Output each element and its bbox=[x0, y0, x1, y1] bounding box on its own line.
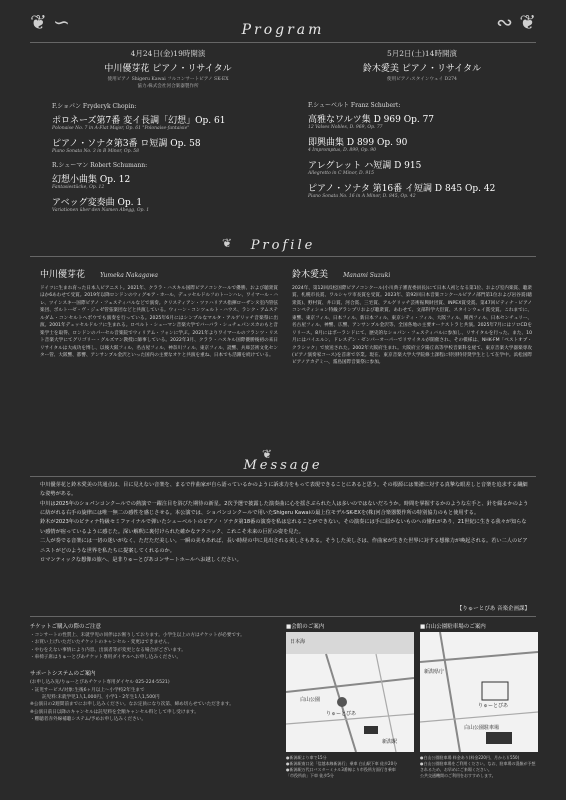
piece-title: ピアノ・ソナタ 第16番 イ短調 D 845 Op. 42 bbox=[308, 183, 496, 194]
parking-map-caption bbox=[420, 755, 538, 779]
profile-name: 中川優芽花 bbox=[40, 270, 86, 280]
piece-subtitle: Piano Sonata No. 16 in A Minor, D. 845, Op. 42 bbox=[308, 193, 416, 199]
profile-name: 鈴木愛美 bbox=[292, 270, 329, 280]
piece-item bbox=[52, 113, 284, 131]
right-date: 5月2日(土)14時開演 bbox=[387, 49, 457, 58]
composer-label: F.ショパン Fryderyk Chopin: bbox=[52, 102, 137, 110]
piece-subtitle: Allegretto in C Minor, D. 915 bbox=[308, 170, 374, 176]
caption-line: ●白山公園駐車場 料金あり(料金220円、月から￥550) bbox=[420, 755, 520, 760]
ticket-line: ・やむをえない事情により内容、出演者等が変更となる場合がございます。 bbox=[30, 647, 186, 653]
left-title: 中川優芽花 ピアノ・リサイタル bbox=[104, 64, 232, 74]
map-label: 白山公園 bbox=[300, 697, 321, 703]
divider bbox=[30, 256, 536, 257]
piece-title: アレグレット ハ短調 D 915 bbox=[308, 160, 422, 171]
profile-name-en: Manami Suzuki bbox=[343, 272, 391, 279]
piece-item bbox=[308, 158, 536, 176]
piece-title: 幻想小曲集 Op. 12 bbox=[52, 174, 131, 185]
piece-subtitle: Fantasiestücke, Op. 12 bbox=[52, 184, 105, 190]
ticket-info-title: チケットご購入の際のご注意 bbox=[30, 624, 102, 630]
profile-heading: Profile bbox=[250, 238, 316, 253]
support-line: ・託児サービス/対象:生後6ヶ月以上～小学校2年生まで bbox=[30, 687, 145, 693]
ticket-line: ・車椅子席はりゅーとぴあチケット専用ダイヤルへお申し込みください。 bbox=[30, 655, 182, 661]
right-title: 鈴木愛美 ピアノ・リサイタル bbox=[362, 64, 482, 74]
support-line: ※公演日前日以降のキャンセルは託児料を全額キャンセル料として申し受けます。 bbox=[30, 709, 199, 715]
profile-name-row bbox=[292, 262, 532, 281]
piece-title: ポロネーズ第7番 変イ長調「幻想」Op. 61 bbox=[52, 115, 226, 126]
signature: 【りゅーとぴあ 音楽企画課】 bbox=[456, 606, 530, 612]
piece-subtitle: 4 Impromptus, D. 899, Op. 90 bbox=[308, 147, 377, 153]
caption-line: ●新潟駅万代口バスターミナル3番線より市役所方面行き乗車 bbox=[286, 767, 396, 772]
venue-map-title: ■会館のご案内 bbox=[286, 624, 325, 630]
caption-line: 公共交通機関のご利用をおすすめします。 bbox=[420, 773, 496, 778]
venue-map-caption bbox=[286, 755, 414, 779]
message-paragraph: 中川は2025年のショパンコンクールでの熱演で一躍注目を浴びた期待の新星。2次予選で披露した演奏曲に心を揺さぶられた人は多いのではないだろうか。時間を掌握するかのような左手と、針を綴るかのように紡がれる右手の旋律には唯一無二の感性を感じさせる。本公演では、ショパンコンクールで用いたShigeru Kawaiの最上位モデルSK-EXを(株)河合楽器製作所の特別協力のもと使用する。 bbox=[40, 500, 529, 517]
left-date: 4月24日(金)19時開演 bbox=[130, 49, 206, 58]
piece-item bbox=[308, 112, 536, 130]
caption-line: ●新潟駅南口発「信越本線新潟行」乗車 白山駅下車 徒歩20分 bbox=[286, 761, 398, 766]
venue-map-graphic bbox=[286, 632, 414, 752]
piece-item bbox=[308, 135, 536, 153]
profile-body: 2024年、第12回浜松国際ピアノコンクール(小川典子審査委員長)にて日本人初となる第1位、および室内楽賞、聴衆賞、札幌市長賞、ワルシャワ市長賞を受賞。2023年、第92回日本音楽コンクールピアノ部門第1位および岩谷賞(聴衆賞)、野村賞、井口賞、河合賞、三宅賞、アルゲリッチ芸術振興財団賞、INPEX賞受賞。第47回ピティナ・ピアノコンペティション特級グランプリおよび聴衆賞、あわせて、文部科学大臣賞、スタインウェイ賞受賞。これまでに、東響、東京フィル、日本フィル、新日本フィル、東京シティ・フィル、大阪フィル、関西フィル、日本センチュリー、名古屋フィル、神響、広響、アンサンブル金沢等、全国各地の主要オーケストラと共演。2025年7月にはソロCDをリリース。8月にはポーランドにて、歴史的なショパン・フェスティバルに参加し、リサイタルを行った。また、10月にはバイエルン、ドレスデン・ゼンパーオーパーでリサイタルが開催され、その模様は、NHK-FM「ベストオブ・クラシック」で放送された。2002年大阪府生まれ。大阪府立夕陽丘高等学校音楽科を経て、東京音楽大学器楽専攻(ピアノ演奏家コース)を首席で卒業。現在、東京音楽大学大学院修士課程に特別特待奨学生として在学中。浜松国際ピアノアカデミー、霧島国際音楽祭に参加。 bbox=[292, 286, 532, 366]
right-group-schubert bbox=[308, 100, 536, 199]
map-label: 新潟県庁 bbox=[424, 669, 445, 675]
support-line: (お申し込み先/りゅーとぴあチケット専用ダイヤル 025-224-5521) bbox=[30, 680, 170, 686]
piece-item bbox=[52, 195, 284, 213]
left-note-cooperation: 協力:株式会社河合楽器製作所 bbox=[137, 83, 199, 89]
profile-name-row bbox=[40, 262, 278, 281]
left-note-piano: 使用ピアノ Shigeru Kawai フルコンサートピアノ SK-EX bbox=[107, 77, 229, 82]
message-paragraph: 鈴木が2023年のピティナ特級セミファイナルで弾いたシューベルトのピアノ・ソナタ第18番の演奏を私は忘れることができない。その演奏には手に届かないものへの憧れがあり、21世紀に生きる我々が知らない感情が宿っているように感じた。深い解釈に裏付けられた確かなテクニック、これこそ未来の巨匠の姿を見た。 bbox=[40, 519, 527, 535]
caption-line: ●白山公園駐車場をご利用ください。なお、駐車場の混雑が予想されるため、お早めにご来場ください。 bbox=[420, 761, 536, 772]
left-group-schumann bbox=[52, 160, 284, 213]
support-line: 託児料:未就学児1人1,000円、小学1・2年生1人1,500円 bbox=[42, 695, 160, 701]
ticket-line: ・コンサートの性質上、未就学児の同伴はお断りしております。小学生以上の方はチケットが必要です。 bbox=[30, 633, 245, 638]
support-line: ※公演日の2週間前までにお申し込みください。なお定員になり次第、締め切らせていただきます。 bbox=[30, 702, 234, 708]
message-paragraph: 二人が奏でる音楽には一切の迷いがなく、ただただ美しい。一瞬の美もあれば、長い時経の中に見出される美しさもある。そうした美しさは、作曲家が生きた世界に対する想像力が喚起される。若い二人のピアニストがどのような世界を私たちに提案してくれるのか。 bbox=[40, 538, 528, 554]
profile-body: ドイツに生まれ育った日本人ピアニスト。2021年、クララ・ハスキル国際ピアノコンクールで優勝、および聴衆賞ほか6あわせて受賞。2019年以降ロンドンのウィグモア・ホール、デュッセルドルフのトーンハレ、ワイマール・ハレ、ツインスキー国際ピアノ・フェスティバルなどで演奏。クリスティアン・ツァハリアス指揮ローザンヌ室内管弦楽団、ボルトーゼ・ヴ・ジュゼ管弦楽団などと共演している。ウィーン・コンツェルト・ハウス、ランク・アムステルダム・コンセルトヘボウでも演奏を行っている。2025年6月にはシンプルなマルタ・アルゲリッチ音楽祭に出演。2001年デュッセルドルフに生まれる。ロベルト・シューマン音楽大学でバーバラ・シュチェパンスカのもと音楽学士を取得、ロンドンのパーセル音楽院でウィリアム・フォンに学ぶ。2021年よりワイマールのフランツ・リスト音楽大学にてグリゴリー・グルズマン教授に師事している。2022年3月、クララ・ハスキル国際優勝後初の来日リサイタルは大成功を博し、以後大阪フィル、名古屋フィル、神奈川フィル、東京フィル、読響、兵庫芸術文化センター管、大阪響、都響、アンサンブル金沢といった国内の主要なオケと共演を重ね、日本でも活躍を続けている。 bbox=[40, 286, 278, 358]
piece-item bbox=[52, 172, 284, 190]
message-paragraph: ロマンティックな想像の旅へ、是非りゅーとぴあコンサートホールへお越しください。 bbox=[40, 556, 242, 563]
parking-map bbox=[420, 632, 538, 752]
message-heading: Message bbox=[243, 458, 323, 473]
map-label: 日本海 bbox=[290, 639, 306, 645]
ticket-info bbox=[30, 622, 278, 723]
venue-map bbox=[286, 632, 414, 752]
profile-name-en: Yumeka Nakagawa bbox=[100, 272, 158, 279]
piece-subtitle: Piano Sonata No. 3 in B Minor, Op. 58 bbox=[52, 148, 140, 154]
program-left bbox=[52, 48, 284, 218]
program-heading: Program bbox=[241, 22, 325, 38]
profile-left bbox=[40, 262, 278, 359]
piece-title: 即興曲集 D 899 Op. 90 bbox=[308, 137, 408, 148]
piece-subtitle: Polonaise No. 7 in A-Flat Major, Op. 61 "Polonaise-fantaisie" bbox=[52, 125, 190, 131]
right-note-piano: 使用ピアノ:スタインウェイ D274 bbox=[387, 77, 457, 82]
profile-right bbox=[292, 262, 532, 367]
map-label: りゅーとぴあ bbox=[326, 711, 357, 717]
parking-map-title: ■白山公園駐車場のご案内 bbox=[420, 624, 486, 630]
divider bbox=[30, 42, 536, 43]
composer-label: R.シューマン Robert Schumann: bbox=[52, 161, 148, 169]
parking-map-graphic bbox=[420, 632, 538, 752]
message-paragraph: 中川優芽花と鈴木愛美の共通点は、目に見えない音楽を、まるで作曲家が自ら語っているかのように訴求力をもって表現できることにあると思う。その根源には楽譜に対する真摯な眼差しと音楽を追求する繊細な姿勢がある。 bbox=[40, 482, 528, 498]
map-label: 白山公園駐車場 bbox=[464, 725, 500, 731]
venue-map-panel bbox=[286, 622, 414, 779]
composer-label: F.シューベルト Franz Schubert: bbox=[308, 101, 401, 109]
ticket-line: ・お買い上げいただいたチケットのキャンセル・変更はできません。 bbox=[30, 640, 173, 646]
caption-line: ●新潟駅より車で15分 bbox=[286, 755, 327, 760]
message-body bbox=[40, 481, 530, 565]
ornament-right-icon: ∾ ❦ bbox=[496, 10, 536, 34]
piece-subtitle: 12 Valses Nobles, D. 969, Op. 77 bbox=[308, 124, 383, 130]
piece-title: アベッグ変奏曲 Op. 1 bbox=[52, 197, 143, 208]
piece-subtitle: Variationen über den Namen Abegg, Op. 1 bbox=[52, 207, 150, 213]
ornament-icon: ❦ bbox=[262, 447, 273, 461]
ornament-left-icon: ❦ ∽ bbox=[30, 10, 70, 34]
piece-title: 高雅なワルツ集 D 969 Op. 77 bbox=[308, 114, 435, 125]
program-right bbox=[308, 48, 536, 204]
support-line: ・難聴者赤外線補聴システム/予めお申し込みください。 bbox=[30, 717, 146, 723]
piece-item bbox=[52, 136, 284, 154]
map-label: 新潟駅 bbox=[382, 739, 398, 745]
map-label: りゅーとぴあ bbox=[478, 703, 509, 709]
piece-item bbox=[308, 181, 536, 199]
parking-map-panel bbox=[420, 622, 538, 779]
divider bbox=[30, 616, 536, 617]
divider bbox=[30, 476, 536, 477]
left-group-chopin bbox=[52, 101, 284, 154]
caption-line: 「市役所前」下車 徒歩5分 bbox=[286, 773, 334, 778]
support-title: サポートシステムのご案内 bbox=[30, 671, 96, 678]
ornament-icon: ❦ bbox=[222, 236, 233, 250]
piece-title: ピアノ・ソナタ第3番 ロ短調 Op. 58 bbox=[52, 138, 201, 149]
